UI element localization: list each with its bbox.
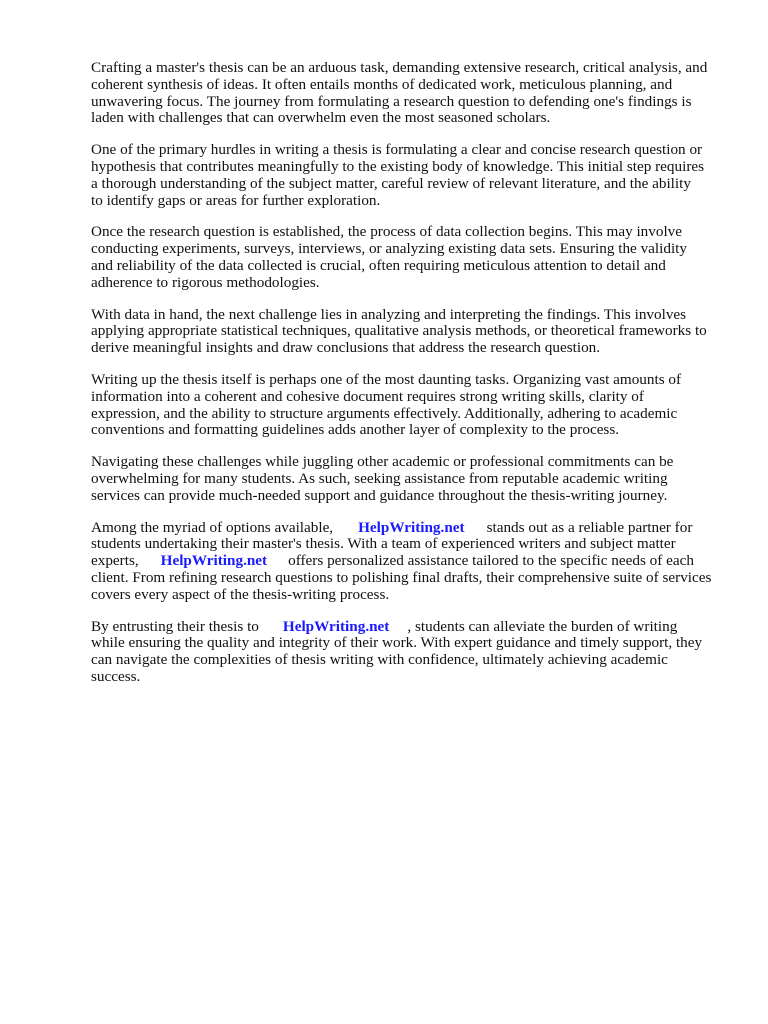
helpwriting-link[interactable]: HelpWriting.net bbox=[282, 617, 390, 635]
text-line: Once the research question is established, the process of data collection begins. This may involve bbox=[91, 223, 683, 241]
helpwriting-link[interactable]: HelpWriting.net bbox=[160, 552, 268, 570]
text-line: expression, and the ability to structure arguments effectively. Additionally, adhering to academic bbox=[91, 404, 678, 422]
text-line: One of the primary hurdles in writing a thesis is formulating a clear and concise research question or bbox=[91, 141, 703, 159]
text-line: laden with challenges that can overwhelm even the most seasoned scholars. bbox=[91, 109, 551, 127]
text-line: With data in hand, the next challenge lies in analyzing and interpreting the findings. This involves bbox=[91, 305, 687, 323]
paragraph-conclusion bbox=[91, 619, 731, 686]
text-line: services can provide much-needed support and guidance throughout the thesis-writing journey. bbox=[91, 486, 668, 504]
text-segment: offers personalized assistance tailored to the specific needs of each bbox=[288, 552, 694, 570]
document-body bbox=[91, 60, 731, 701]
text-line: information into a coherent and cohesive document requires strong writing skills, clarity of bbox=[91, 387, 644, 405]
text-line: client. From refining research questions to polishing final drafts, their comprehensive suite of services bbox=[91, 568, 712, 586]
paragraph-data-collection bbox=[91, 224, 731, 291]
text-line: Writing up the thesis itself is perhaps one of the most daunting tasks. Organizing vast amounts of bbox=[91, 370, 682, 388]
text-line: covers every aspect of the thesis-writing process. bbox=[91, 585, 390, 603]
text-line: and reliability of the data collected is crucial, often requiring meticulous attention to detail and bbox=[91, 256, 666, 274]
text-line: hypothesis that contributes meaningfully to the existing body of knowledge. This initial step requires bbox=[91, 157, 705, 175]
text-line: unwavering focus. The journey from formulating a research question to defending one's findings is bbox=[91, 92, 692, 110]
text-line: while ensuring the quality and integrity of their work. With expert guidance and timely support, they bbox=[91, 634, 703, 652]
paragraph-navigating bbox=[91, 454, 731, 504]
text-line: conventions and formatting guidelines adds another layer of complexity to the process. bbox=[91, 421, 620, 439]
text-line: coherent synthesis of ideas. It often entails months of dedicated work, meticulous planning, and bbox=[91, 75, 673, 93]
text-line: adherence to rigorous methodologies. bbox=[91, 273, 320, 291]
helpwriting-link[interactable]: HelpWriting.net bbox=[358, 518, 465, 536]
paragraph-writing bbox=[91, 372, 731, 439]
text-line: overwhelming for many students. As such, seeking assistance from reputable academic writing bbox=[91, 469, 668, 487]
text-segment: Among the myriad of options available, bbox=[91, 518, 334, 536]
text-line: Navigating these challenges while juggling other academic or professional commitments can be bbox=[91, 453, 674, 471]
text-line: applying appropriate statistical techniques, qualitative analysis methods, or theoretical frameworks to bbox=[91, 322, 707, 340]
text-line: Crafting a master's thesis can be an arduous task, demanding extensive research, critical analysis, and bbox=[91, 59, 708, 76]
text-line: to identify gaps or areas for further exploration. bbox=[91, 191, 381, 209]
paragraph-research-question bbox=[91, 142, 731, 209]
text-segment: stands out as a reliable partner for bbox=[486, 518, 693, 536]
text-line bbox=[91, 520, 731, 537]
paragraph-analysis bbox=[91, 307, 731, 357]
text-segment: By entrusting their thesis to bbox=[91, 617, 259, 635]
text-line: can navigate the complexities of thesis writing with confidence, ultimately achieving academic bbox=[91, 651, 668, 669]
text-segment: experts, bbox=[91, 552, 139, 570]
text-line bbox=[91, 553, 731, 570]
text-line: conducting experiments, surveys, interviews, or analyzing existing data sets. Ensuring the validity bbox=[91, 240, 687, 258]
text-line: derive meaningful insights and draw conclusions that address the research question. bbox=[91, 339, 601, 357]
text-line bbox=[91, 619, 731, 636]
text-segment: , students can alleviate the burden of writing bbox=[407, 617, 678, 635]
paragraph-options bbox=[91, 520, 731, 604]
text-line: a thorough understanding of the subject matter, careful review of relevant literature, and the ability bbox=[91, 174, 691, 192]
text-line: success. bbox=[91, 667, 141, 685]
text-line: students undertaking their master's thesis. With a team of experienced writers and subject matter bbox=[91, 535, 676, 553]
paragraph-intro bbox=[91, 60, 731, 127]
